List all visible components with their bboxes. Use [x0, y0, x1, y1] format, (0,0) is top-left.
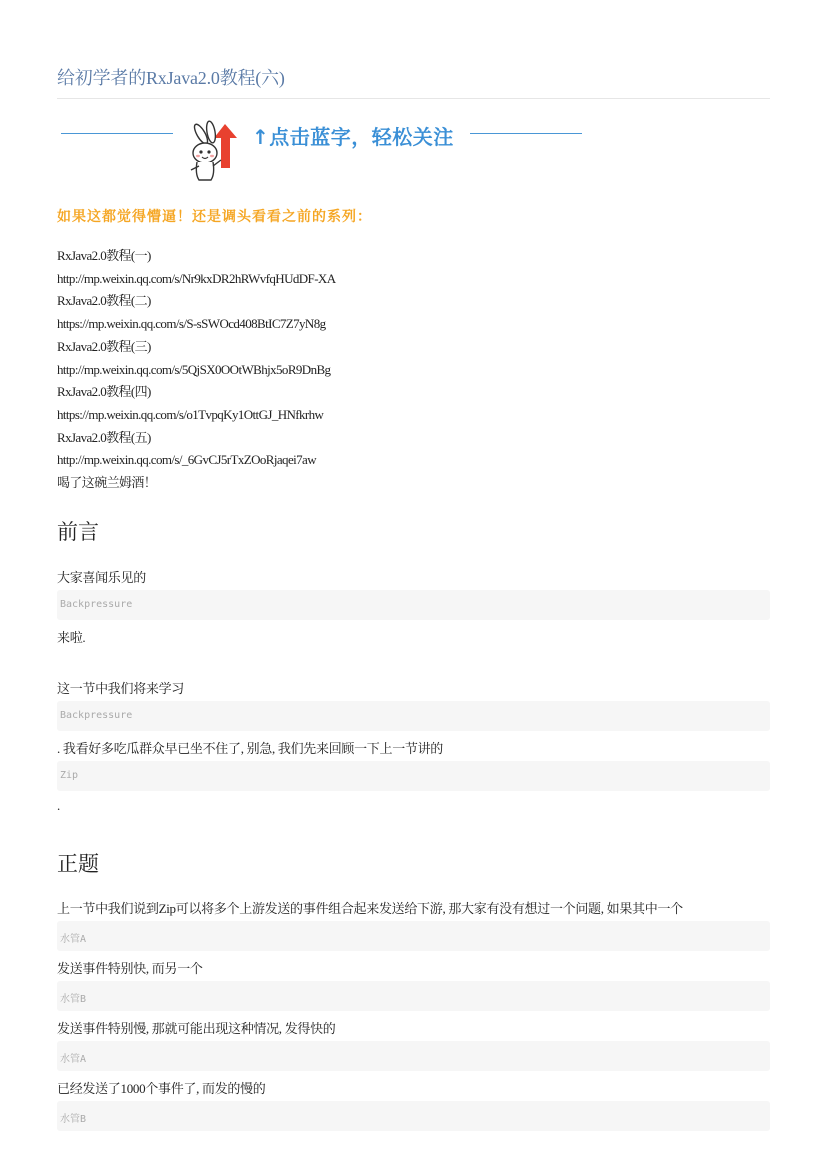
inline-code-block — [57, 1101, 770, 1131]
follow-banner[interactable] — [57, 112, 597, 182]
inline-code-block — [57, 590, 770, 620]
series-item-title: RxJava2.0教程(五) — [57, 429, 151, 445]
series-item-title: RxJava2.0教程(一) — [57, 248, 151, 263]
section-heading-main: 正题 — [57, 852, 99, 876]
series-list — [57, 245, 336, 495]
series-item-link[interactable]: https://mp.weixin.qq.com/s/o1TvpqKy1OttGJ_HNfkrhw — [57, 406, 324, 422]
code-text: Backpressure — [60, 599, 133, 610]
paragraph: 发送事件特别快, 而另一个 — [57, 961, 203, 976]
banner-right-line — [470, 133, 582, 134]
inline-code-block — [57, 921, 770, 951]
paragraph: 这一节中我们将来学习 — [57, 681, 185, 696]
title-divider — [57, 98, 770, 99]
series-item-title: RxJava2.0教程(四) — [57, 384, 151, 400]
code-text: 水管A — [60, 934, 87, 945]
paragraph: 发送事件特别慢, 那就可能出现这种情况, 发得快的 — [57, 1021, 336, 1036]
series-outro: 喝了这碗兰姆酒！ — [57, 475, 157, 491]
paragraph: 已经发送了1000个事件了, 而发的慢的 — [57, 1081, 266, 1096]
code-text: Zip — [60, 770, 79, 781]
series-item-title: RxJava2.0教程(三) — [57, 338, 151, 354]
series-item-link[interactable]: https://mp.weixin.qq.com/s/S-sSWOcd408BtIC7Z7yN8g — [57, 316, 326, 332]
series-item-title: RxJava2.0教程(二) — [57, 293, 151, 309]
article-title: 给初学者的RxJava2.0教程(六) — [57, 68, 285, 88]
paragraph: 上一节中我们说到Zip可以将多个上游发送的事件组合起来发送给下游, 那大家有没有想过一个问题, 如果其中一个 — [57, 901, 683, 916]
inline-code-block — [57, 761, 770, 791]
paragraph: . 我看好多吃瓜群众早已坐不住了, 别急, 我们先来回顾一下上一节讲的 — [57, 741, 444, 756]
inline-code-block — [57, 1041, 770, 1071]
series-intro-heading: 如果这都觉得懵逼！还是调头看看之前的系列： — [57, 210, 372, 225]
series-item-link[interactable]: http://mp.weixin.qq.com/s/_6GvCJ5rTxZOoRjaqei7aw — [57, 452, 316, 468]
banner-left-line — [61, 133, 173, 134]
series-item-link[interactable]: http://mp.weixin.qq.com/s/Nr9kxDR2hRWvfqHUdDF-XA — [57, 270, 336, 286]
code-text: 水管A — [60, 1054, 87, 1065]
follow-prompt-text[interactable]: ↑点击蓝字，轻松关注 — [252, 125, 454, 149]
paragraph: 来啦. — [57, 630, 86, 645]
inline-code-block — [57, 981, 770, 1011]
section-heading-preface: 前言 — [57, 520, 99, 544]
code-text: Backpressure — [60, 710, 133, 721]
code-text: 水管B — [60, 994, 87, 1005]
series-item-link[interactable]: http://mp.weixin.qq.com/s/5QjSX0OOtWBhjx5oR9DnBg — [57, 361, 331, 377]
paragraph: 大家喜闻乐见的 — [57, 570, 146, 585]
rabbit-mascot-icon — [187, 118, 247, 182]
paragraph: . — [57, 798, 60, 813]
inline-code-block — [57, 701, 770, 731]
code-text: 水管B — [60, 1114, 87, 1125]
